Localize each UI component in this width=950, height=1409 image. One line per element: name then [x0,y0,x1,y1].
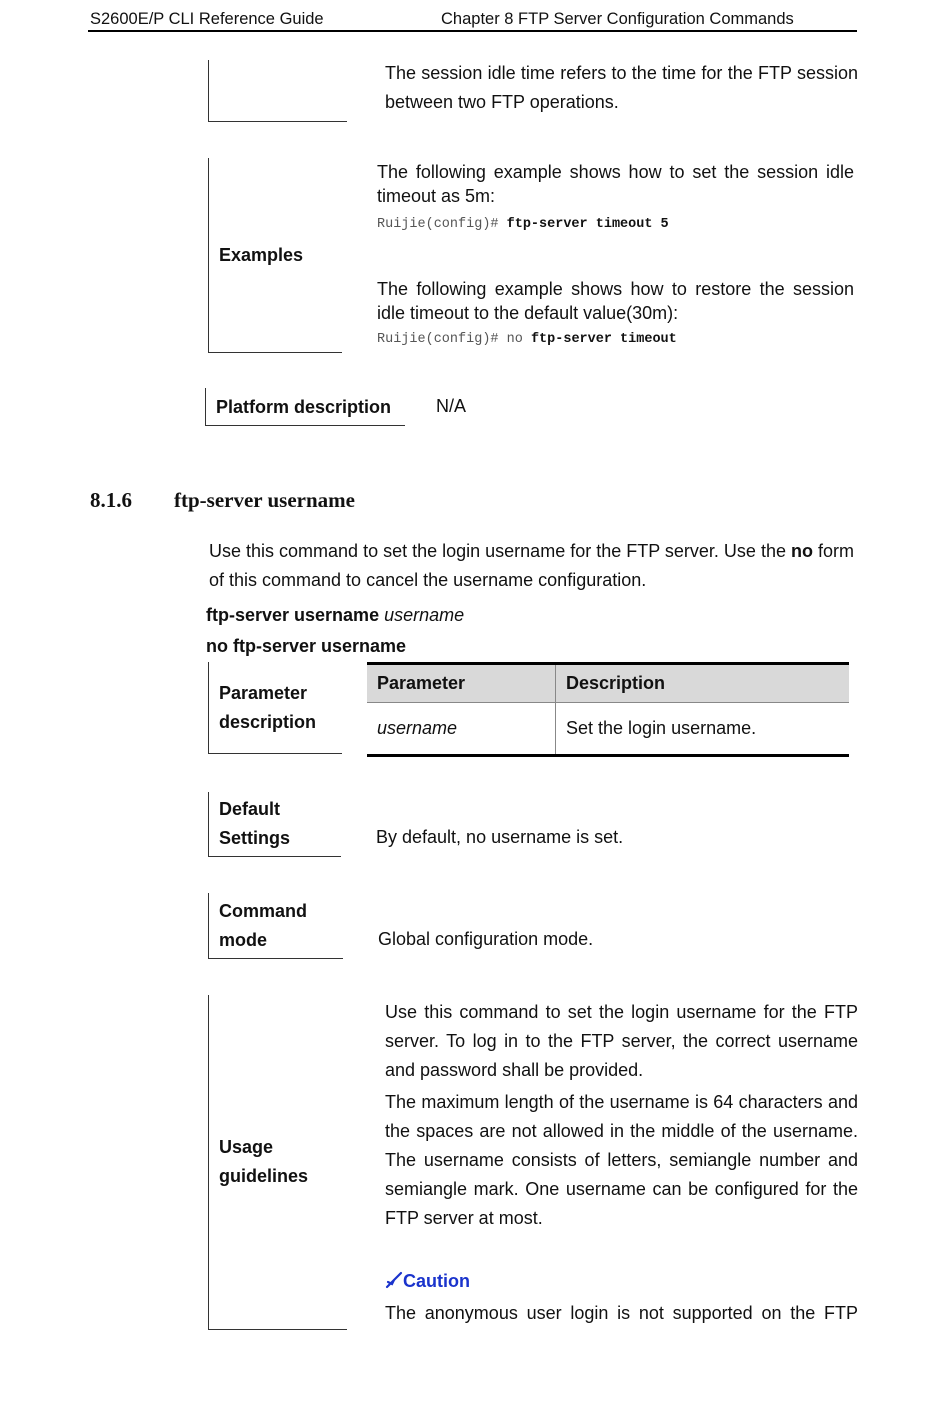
command-mode-label: Command mode [219,901,308,950]
label-box-continued [208,60,347,122]
example2-code: Ruijie(config)# no ftp-server timeout [377,332,677,347]
table-header-description: Description [556,664,850,703]
usage-para-1: Use this command to set the login username for the FTP server. To log in to the FTP server, the correct username and password shall be provided. [385,1002,858,1080]
table-cell-desc: Set the login username. [556,703,850,756]
header-rule [88,30,857,32]
section-intro: Use this command to set the login username for the FTP server. Use the no form of this command to cancel the username configuration. [209,541,854,590]
platform-value: N/A [436,396,467,416]
platform-label: Platform description [216,397,392,417]
session-idle-note: The session idle time refers to the time for the FTP session between two FTP operations. [385,63,858,112]
param-label: Parameter description [219,683,317,732]
header-guide-title: S2600E/P CLI Reference Guide [90,10,324,28]
caution-heading: Caution [385,1271,470,1292]
table-row [367,703,849,756]
usage-label: Usage guidelines [219,1137,309,1186]
section-title: ftp-server username [174,488,355,512]
table-cell-param: username [367,703,556,756]
syntax-line-1: ftp-server username username [206,605,465,625]
header-chapter-title: Chapter 8 FTP Server Configuration Commands [441,10,794,28]
example1-code: Ruijie(config)# ftp-server timeout 5 [377,217,669,232]
syntax-line-2: no ftp-server username [206,636,407,656]
caution-icon [385,1271,403,1289]
table-header-parameter: Parameter [367,664,556,703]
default-label: Default Settings [219,799,291,848]
usage-para-2: The maximum length of the username is 64 characters and the spaces are not allowed in the middle of the username. The username consists of letters, semiangle number and semiangle mark. One username can be configured for the FTP server at most. [385,1092,858,1228]
parameter-table [367,662,849,757]
caution-text: The anonymous user login is not supported on the FTP [385,1303,858,1323]
example2-text: The following example shows how to restore the session idle timeout to the default value(30m): [377,279,854,323]
command-mode-value: Global configuration mode. [378,929,594,949]
default-value: By default, no username is set. [376,827,624,847]
examples-label: Examples [219,245,304,265]
table-header-row [367,664,849,703]
example1-text: The following example shows how to set the session idle timeout as 5m: [377,162,854,206]
section-number: 8.1.6 [90,488,132,512]
